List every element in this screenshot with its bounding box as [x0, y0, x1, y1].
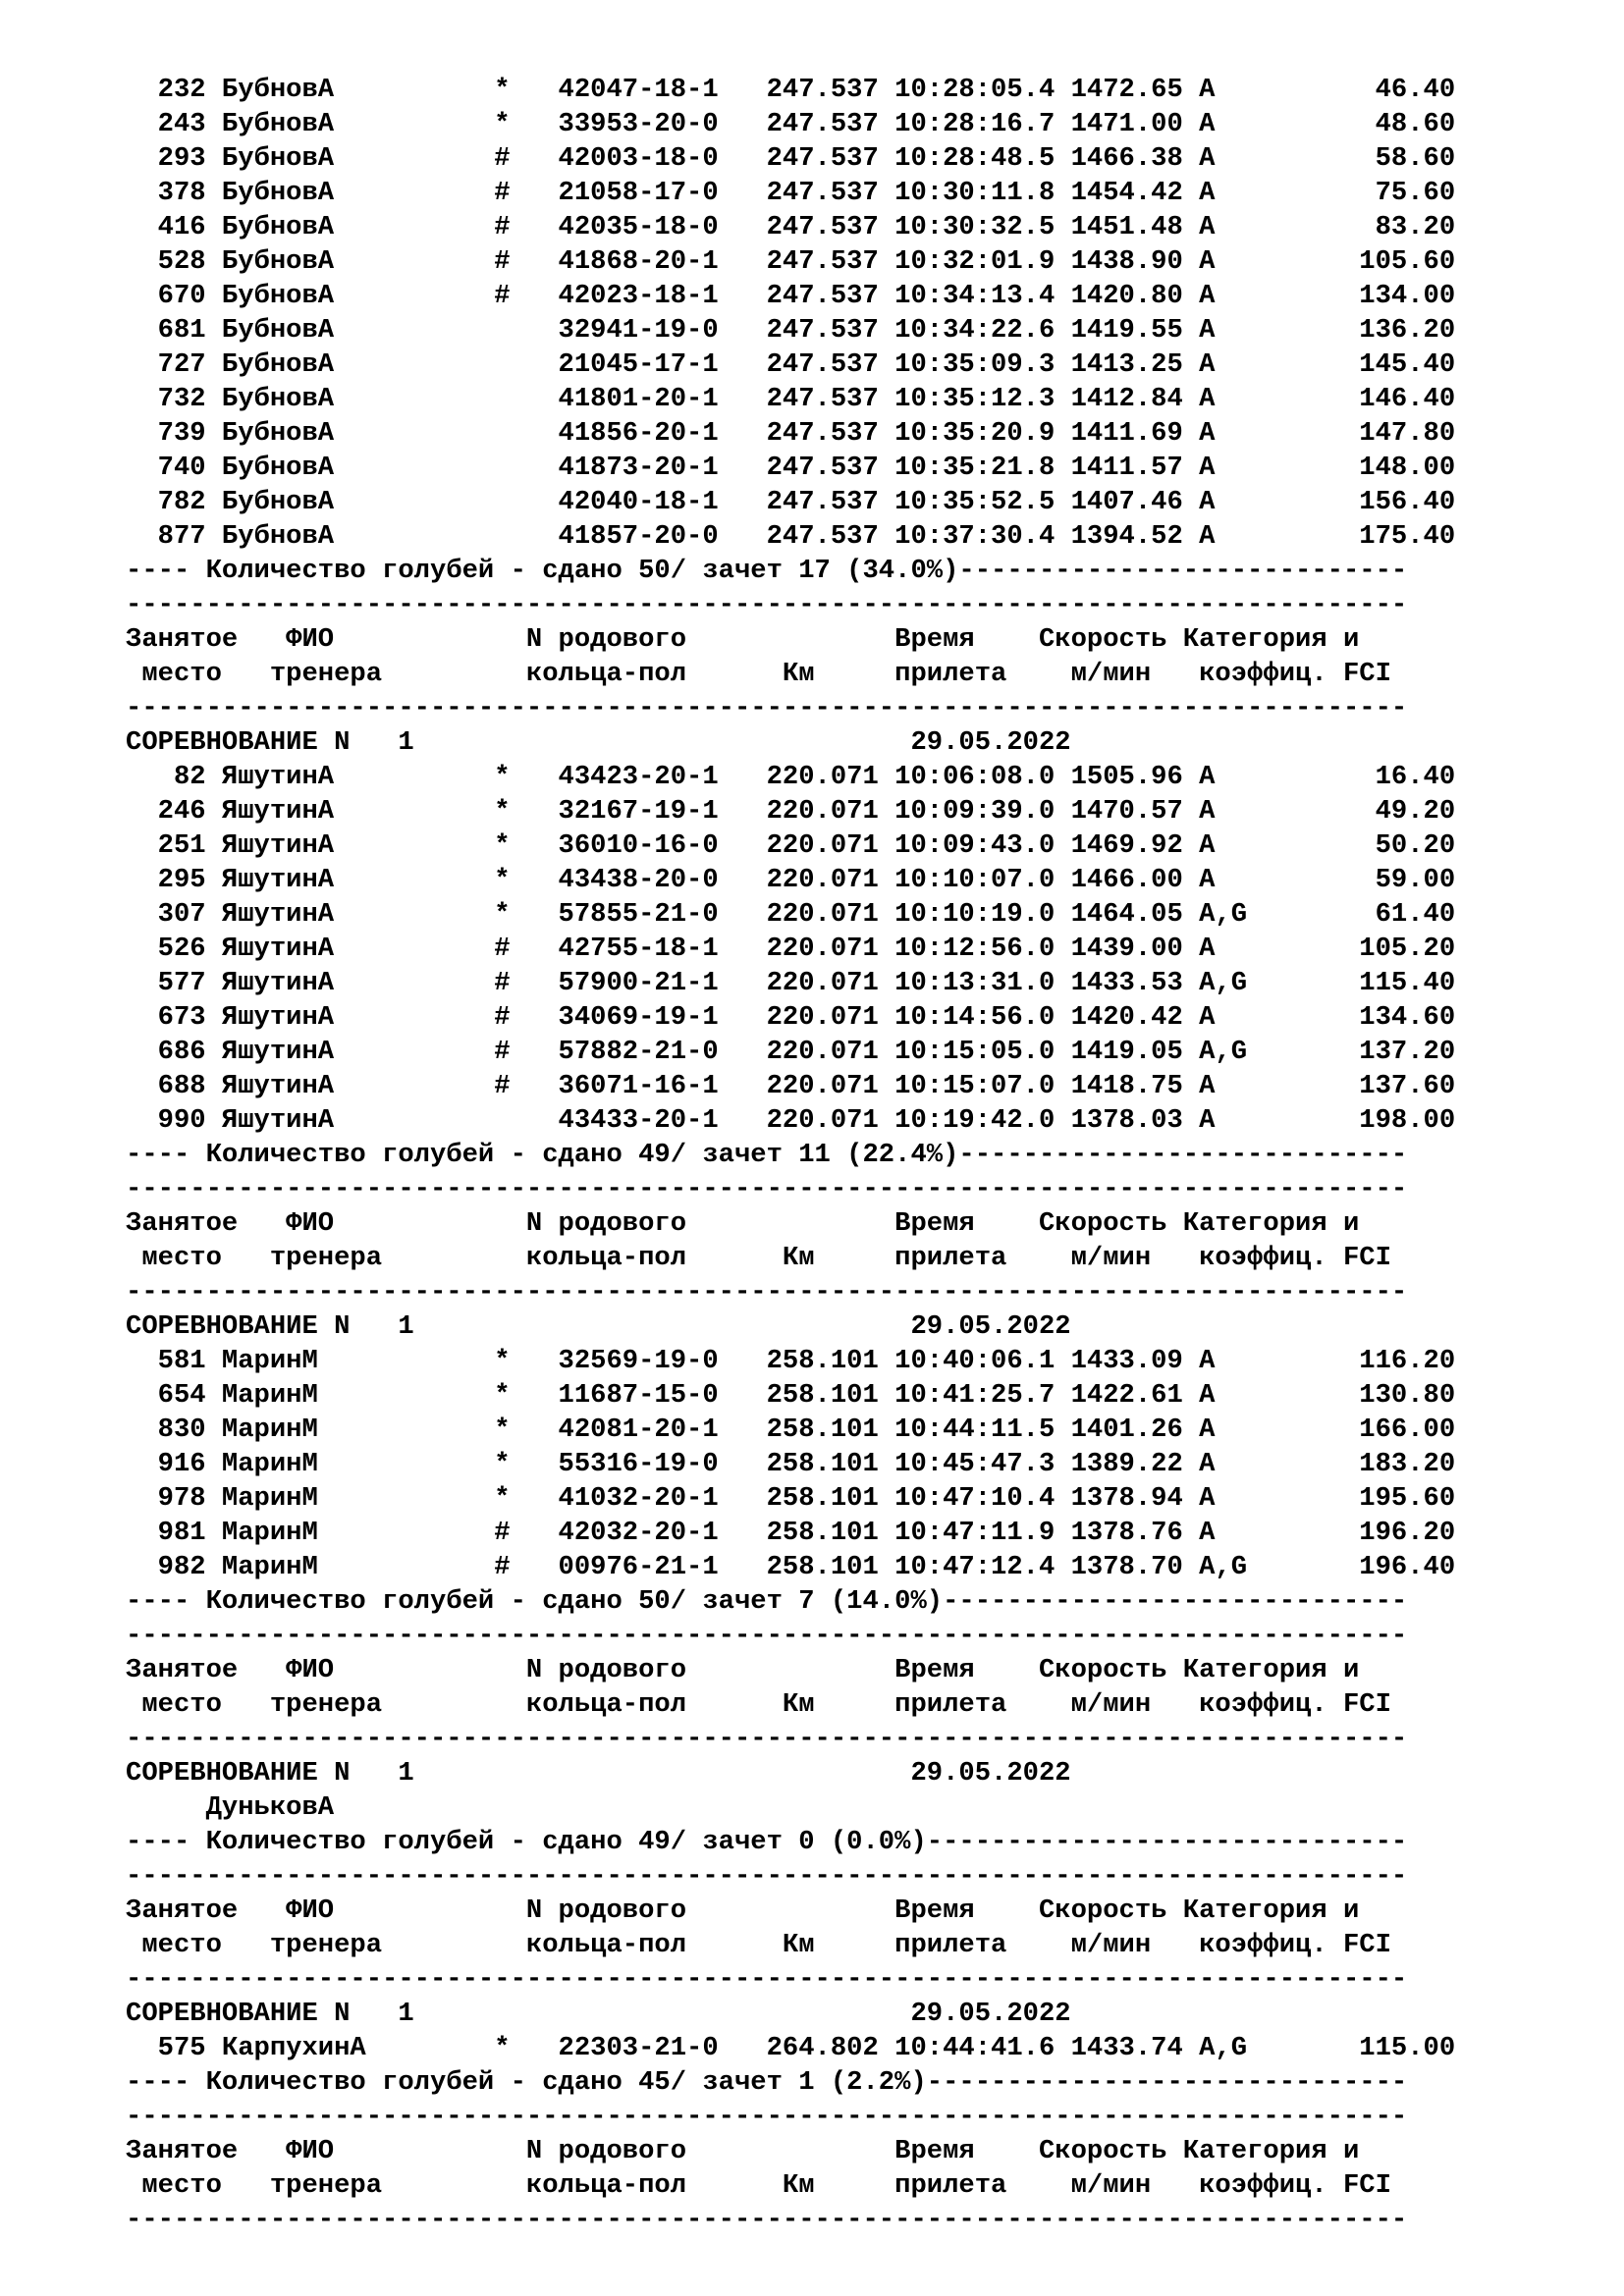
printout-line: 251 ЯшутинА * 36010-16-0 220.071 10:09:43.0 1469.92 A 50.20 [126, 830, 1456, 861]
printout-line: ---- Количество голубей - сдано 45/ зачет 1 (2.2%)------------------------------ [126, 2067, 1408, 2098]
printout-line: -------------------------------------------------------------------------------- [126, 1174, 1408, 1204]
printout-line: 293 БубновА # 42003-18-0 247.537 10:28:48.5 1466.38 A 58.60 [126, 143, 1456, 174]
printout-line: 577 ЯшутинА # 57900-21-1 220.071 10:13:31.0 1433.53 A,G 115.40 [126, 968, 1456, 998]
printout-line: СОРЕВНОВАНИЕ N 1 29.05.2022 [126, 727, 1071, 758]
printout-line: 378 БубновА # 21058-17-0 247.537 10:30:11.8 1454.42 A 75.60 [126, 178, 1456, 208]
printout-line: 782 БубновА 42040-18-1 247.537 10:35:52.5 1407.46 A 156.40 [126, 487, 1456, 517]
printout-line: Занятое ФИО N родового Время Скорость Категория и [126, 1655, 1360, 1685]
printout-line: ---- Количество голубей - сдано 50/ зачет 17 (34.0%)---------------------------- [126, 556, 1408, 586]
printout-line: 526 ЯшутинА # 42755-18-1 220.071 10:12:56.0 1439.00 A 105.20 [126, 934, 1456, 964]
printout-line: 830 МаринМ * 42081-20-1 258.101 10:44:11.5 1401.26 A 166.00 [126, 1415, 1456, 1445]
printout-line: место тренера кольца-пол Км прилета м/мин коэффиц. FCI [126, 1930, 1391, 1960]
printout-line: 232 БубновА * 42047-18-1 247.537 10:28:05.4 1472.65 A 46.40 [126, 75, 1456, 105]
printout-line: 978 МаринМ * 41032-20-1 258.101 10:47:10.4 1378.94 A 195.60 [126, 1483, 1456, 1514]
printout-line: 686 ЯшутинА # 57882-21-0 220.071 10:15:05.0 1419.05 A,G 137.20 [126, 1037, 1456, 1067]
printout-line: место тренера кольца-пол Км прилета м/мин коэффиц. FCI [126, 1689, 1391, 1720]
printout-line: -------------------------------------------------------------------------------- [126, 2102, 1408, 2132]
printout-line: 982 МаринМ # 00976-21-1 258.101 10:47:12.4 1378.70 A,G 196.40 [126, 1552, 1456, 1582]
printout-line: СОРЕВНОВАНИЕ N 1 29.05.2022 [126, 1999, 1071, 2029]
printout-line: -------------------------------------------------------------------------------- [126, 1277, 1408, 1308]
results-printout [126, 73, 1455, 2237]
printout-line: 82 ЯшутинА * 43423-20-1 220.071 10:06:08.0 1505.96 A 16.40 [126, 762, 1456, 792]
printout-line: 740 БубновА 41873-20-1 247.537 10:35:21.8 1411.57 A 148.00 [126, 453, 1456, 483]
printout-line: Занятое ФИО N родового Время Скорость Категория и [126, 1208, 1360, 1239]
printout-line: 739 БубновА 41856-20-1 247.537 10:35:20.9 1411.69 A 147.80 [126, 418, 1456, 449]
printout-line: 990 ЯшутинА 43433-20-1 220.071 10:19:42.0 1378.03 A 198.00 [126, 1105, 1456, 1136]
printout-line: -------------------------------------------------------------------------------- [126, 1861, 1408, 1892]
printout-line: ДуньковА [126, 1792, 335, 1823]
printout-line: 243 БубновА * 33953-20-0 247.537 10:28:16.7 1471.00 A 48.60 [126, 109, 1456, 139]
printout-line: 877 БубновА 41857-20-0 247.537 10:37:30.4 1394.52 A 175.40 [126, 521, 1456, 552]
printout-line: 732 БубновА 41801-20-1 247.537 10:35:12.3 1412.84 A 146.40 [126, 384, 1456, 414]
printout-line: Занятое ФИО N родового Время Скорость Категория и [126, 624, 1360, 655]
printout-line: 246 ЯшутинА * 32167-19-1 220.071 10:09:39.0 1470.57 A 49.20 [126, 796, 1456, 827]
printout-line: 654 МаринМ * 11687-15-0 258.101 10:41:25.7 1422.61 A 130.80 [126, 1380, 1456, 1411]
printout-line: 528 БубновА # 41868-20-1 247.537 10:32:01.9 1438.90 A 105.60 [126, 246, 1456, 277]
printout-line: -------------------------------------------------------------------------------- [126, 1964, 1408, 1995]
printout-line: место тренера кольца-пол Км прилета м/мин коэффиц. FCI [126, 659, 1391, 689]
printout-line: -------------------------------------------------------------------------------- [126, 1621, 1408, 1651]
printout-line: ---- Количество голубей - сдано 49/ зачет 11 (22.4%)---------------------------- [126, 1140, 1408, 1170]
printout-line: 673 ЯшутинА # 34069-19-1 220.071 10:14:56.0 1420.42 A 134.60 [126, 1002, 1456, 1033]
printout-line: 575 КарпухинА * 22303-21-0 264.802 10:44:41.6 1433.74 A,G 115.00 [126, 2033, 1456, 2063]
printout-line: -------------------------------------------------------------------------------- [126, 1724, 1408, 1754]
printout-line: 670 БубновА # 42023-18-1 247.537 10:34:13.4 1420.80 A 134.00 [126, 281, 1456, 311]
printout-line: 916 МаринМ * 55316-19-0 258.101 10:45:47.3 1389.22 A 183.20 [126, 1449, 1456, 1479]
printout-line: место тренера кольца-пол Км прилета м/мин коэффиц. FCI [126, 1243, 1391, 1273]
printout-line: 727 БубновА 21045-17-1 247.537 10:35:09.3 1413.25 A 145.40 [126, 349, 1456, 380]
printout-line: 681 БубновА 32941-19-0 247.537 10:34:22.6 1419.55 A 136.20 [126, 315, 1456, 346]
printout-line: ---- Количество голубей - сдано 49/ зачет 0 (0.0%)------------------------------ [126, 1827, 1408, 1857]
printout-line: 307 ЯшутинА * 57855-21-0 220.071 10:10:19.0 1464.05 A,G 61.40 [126, 899, 1456, 930]
printout-line: СОРЕВНОВАНИЕ N 1 29.05.2022 [126, 1311, 1071, 1342]
printout-line: 581 МаринМ * 32569-19-0 258.101 10:40:06.1 1433.09 A 116.20 [126, 1346, 1456, 1376]
printout-line: место тренера кольца-пол Км прилета м/мин коэффиц. FCI [126, 2170, 1391, 2201]
printout-line: СОРЕВНОВАНИЕ N 1 29.05.2022 [126, 1758, 1071, 1789]
printout-line: ---- Количество голубей - сдано 50/ зачет 7 (14.0%)----------------------------- [126, 1586, 1408, 1617]
printout-line: -------------------------------------------------------------------------------- [126, 693, 1408, 723]
printout-line: Занятое ФИО N родового Время Скорость Категория и [126, 1896, 1360, 1926]
printout-line: Занятое ФИО N родового Время Скорость Категория и [126, 2136, 1360, 2166]
printout-line: -------------------------------------------------------------------------------- [126, 590, 1408, 620]
printout-line: 295 ЯшутинА * 43438-20-0 220.071 10:10:07.0 1466.00 A 59.00 [126, 865, 1456, 895]
printout-line: 981 МаринМ # 42032-20-1 258.101 10:47:11.9 1378.76 A 196.20 [126, 1518, 1456, 1548]
printout-line: -------------------------------------------------------------------------------- [126, 2205, 1408, 2235]
printout-line: 416 БубновА # 42035-18-0 247.537 10:30:32.5 1451.48 A 83.20 [126, 212, 1456, 242]
printout-line: 688 ЯшутинА # 36071-16-1 220.071 10:15:07.0 1418.75 A 137.60 [126, 1071, 1456, 1101]
